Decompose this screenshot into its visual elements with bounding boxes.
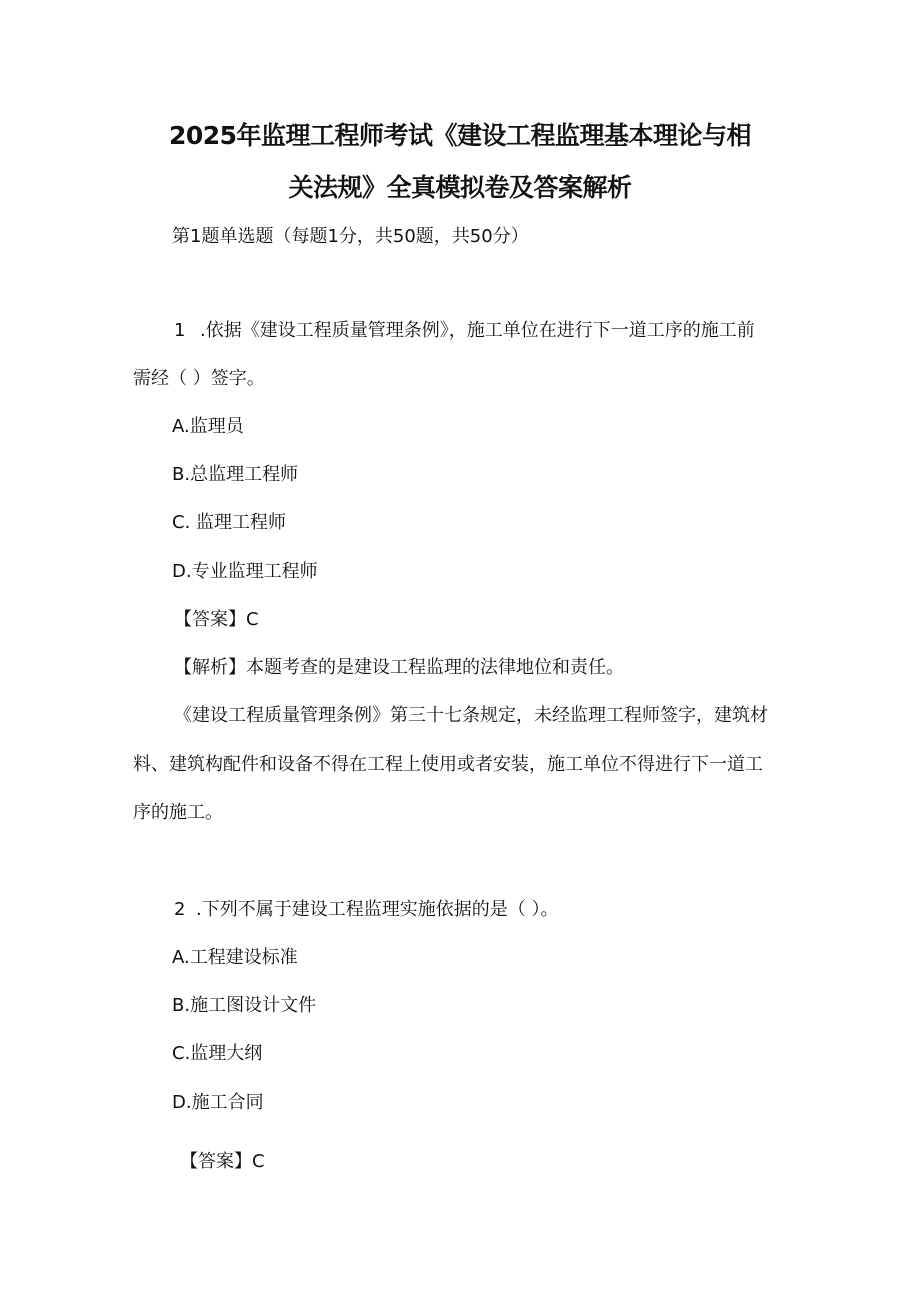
question-number: 1 xyxy=(174,320,186,341)
option-c: C.监理大纲 xyxy=(172,1043,263,1064)
analysis-line-4: 序的施工。 xyxy=(133,802,223,823)
document-title-line-2: 关法规》全真模拟卷及答案解析 xyxy=(288,173,632,202)
document-title-line-1: 2025年监理工程师考试《建设工程监理基本理论与相 xyxy=(168,121,752,150)
question-stem: .下列不属于建设工程监理实施依据的是（ ）。 xyxy=(196,899,559,920)
answer-label: 【答案】C xyxy=(174,609,259,630)
question-stem-continued: 需经（ ）签字。 xyxy=(133,368,265,389)
section-header: 第1题单选题（每题1分，共50题，共50分） xyxy=(172,226,529,247)
analysis-line-3: 料、建筑构配件和设备不得在工程上使用或者安装，施工单位不得进行下一道工 xyxy=(133,754,763,775)
question-stem: .依据《建设工程质量管理条例》，施工单位在进行下一道工序的施工前 xyxy=(200,320,755,341)
option-a: A.监理员 xyxy=(172,416,244,437)
analysis-line-1: 【解析】本题考查的是建设工程监理的法律地位和责任。 xyxy=(174,657,624,678)
option-a: A.工程建设标准 xyxy=(172,947,298,968)
option-d: D.施工合同 xyxy=(172,1092,264,1113)
option-c: C. 监理工程师 xyxy=(172,512,287,533)
option-b: B.总监理工程师 xyxy=(172,464,299,485)
analysis-line-2: 《建设工程质量管理条例》第三十七条规定，未经监理工程师签字，建筑材 xyxy=(174,705,768,726)
option-b: B.施工图设计文件 xyxy=(172,995,317,1016)
option-d: D.专业监理工程师 xyxy=(172,561,318,582)
question-number: 2 xyxy=(174,899,186,920)
answer-label: 【答案】C xyxy=(180,1151,265,1172)
